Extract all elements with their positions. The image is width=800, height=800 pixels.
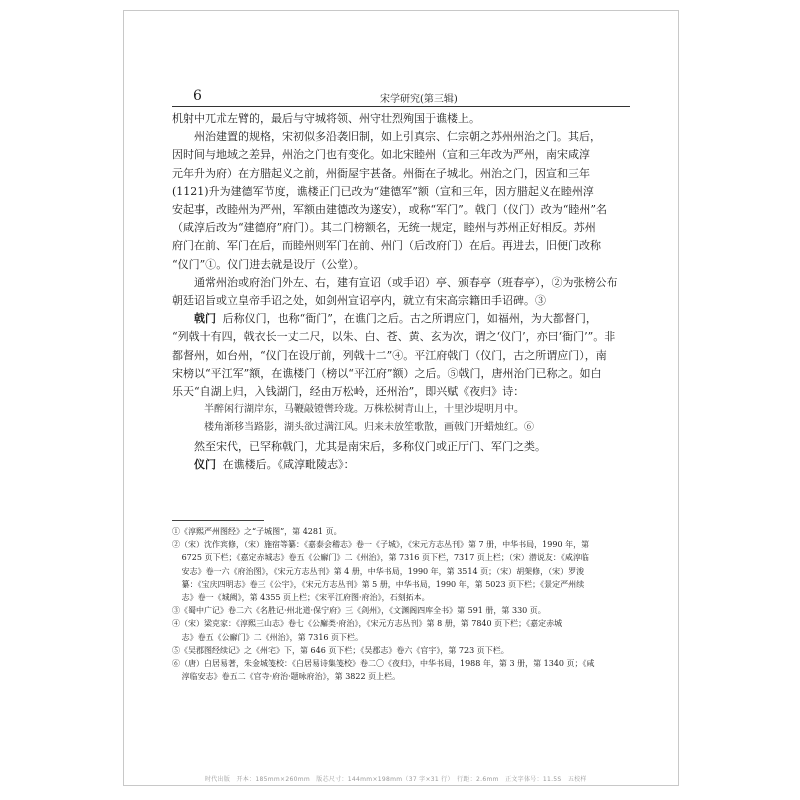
- body-line: 机射中兀朮左臂的，最后与守城将领、州守壮烈殉国于谯楼上。: [172, 112, 480, 125]
- running-head: 宋学研究(第三辑): [380, 94, 458, 105]
- body-line: 都督州，如台州，“仪门在设厅前，列戟十二”④。平江府戟门（仪门，古之所谓应门），南: [172, 348, 607, 362]
- term-ji-men: 戟门: [194, 312, 216, 326]
- body-line: 乐天“自湖上归，入钱湖门，经由万松岭，还州治”，即兴赋《夜归》诗：: [172, 385, 525, 399]
- body-line: 在谯楼后。《咸淳毗陵志》：: [222, 457, 355, 471]
- footnote-line: ⑥（唐）白居易著，朱金城笺校：《白居易诗集笺校》卷二〇《夜归》，中华书局，1988 年，第 3 册，第 1340 页；《咸: [172, 659, 595, 669]
- footnote-line: 纂：《宝庆四明志》卷三《公宇》，《宋元方志丛刊》第 5 册，中华书局，1990 年，第 5023 页下栏；《景定严州续: [181, 579, 585, 589]
- body-line: “仪门”①。仪门进去就是设厅（公堂）。: [172, 257, 365, 271]
- footnote-line: ④（宋）梁克家：《淳熙三山志》卷七《公廨类·府治》，《宋元方志丛刊》第 8 册，第 7840 页下栏；《嘉定赤城: [172, 619, 563, 629]
- body-text: [172, 110, 630, 474]
- body-line: （咸淳后改为“建德府”府门）。其二门榜额名，无统一规定，睦州与苏州正好相反。苏州: [172, 221, 596, 235]
- footnote-line: ①《淳熙严州图经》之“子城图”，第 4281 页。: [172, 527, 342, 536]
- footnote-line: 安志》卷一六《府治图》，《宋元方志丛刊》第 4 册，中华书局，1990 年，第 3514 页；（宋）胡架修，（宋）罗浚: [181, 566, 585, 576]
- footnote-rule: [172, 520, 264, 521]
- body-line: 朝廷诏旨或立皇帝手诏之处，如剑州宣诏亭内，就立有宋高宗籍田手诏碑。③: [172, 294, 546, 308]
- header-rule: [172, 106, 630, 107]
- body-line: 安起事，改睦州为严州，军额由建德改为遂安），或称“军门”。戟门（仪门）改为“睦州”名: [172, 203, 607, 217]
- yi-men-paragraph: [172, 456, 630, 474]
- body-line: 因时间与地域之差异，州治之门也有变化。如北宋睦州（宣和三年改为严州，南宋咸淳: [172, 148, 590, 162]
- footnotes: [172, 525, 632, 683]
- page-number: 6: [193, 88, 202, 104]
- poem-line: 楼角渐移当路影，湖头欲过满江风。归来未放笙歌散，画戟门开蜡烛红。⑥: [204, 422, 534, 434]
- footnote-line: ⑤《吴郡图经续记》之《州宅》下，第 646 页下栏；《吴郡志》卷六《官宇》，第 723 页下栏。: [172, 645, 509, 655]
- ji-men-paragraph: [172, 310, 630, 328]
- body-line: 宋榜以“平江军”额，在谯楼门（榜以“平江府”额）之后。⑤戟门，唐州治门已称之。如白: [172, 366, 602, 380]
- footnote-line: ②（宋）沈作宾修，（宋）施宿等纂：《嘉泰会稽志》卷一《子城》，《宋元方志丛刊》第 7 册，中华书局，1990 年，第: [172, 540, 590, 550]
- footnote-line: 淳临安志》卷五二《官寺·府治·题咏府治》，第 3822 页上栏。: [181, 672, 401, 682]
- body-line: 府门在前、军门在后，而睦州则军门在前、州门（后改府门）在后。再进去，旧便门改称: [172, 239, 601, 253]
- footnote-line: 志》卷五《公廨门》二《州治》，第 7316 页下栏。: [181, 632, 364, 642]
- footnote-line: 志》卷一《城阙》，第 4355 页上栏；《宋平江府图·府治》，石刻拓本。: [181, 593, 430, 603]
- print-imprint: 时代出版 开本：185mm×260mm 版芯尺寸：144mm×198mm（37 字×31 行） 行距：2.6mm 正文字体号：11.5S 五校样: [205, 776, 587, 783]
- term-yi-men: 仪门: [194, 457, 216, 471]
- body-line: (1121)升为建德军节度，谯楼正门已改为“建德军”额（宣和三年，因方腊起义在睦州淳: [172, 184, 594, 198]
- footnote-line: 6725 页下栏；《嘉定赤城志》卷五《公廨门》二《州治》，第 7316 页下栏，7317 页上栏；（宋）潜说友：《咸淳临: [181, 553, 589, 563]
- body-line: 然至宋代，已罕称戟门，尤其是南宋后，多称仪门或正厅门、军门之类。: [194, 439, 546, 453]
- body-line: 通常州治或府治门外左、右，建有宣诏（或手诏）亭、颁春亭（班春亭），②为张榜公布: [194, 275, 618, 289]
- body-line: “列戟十有四，戟衣长一丈二尺，以朱、白、苍、黄、玄为次，谓之‘仪门’，亦曰‘衙门’”。非: [172, 330, 616, 344]
- body-line: 州治建置的规格，宋初似多沿袭旧制，如上引真宗、仁宗朝之苏州州治之门。其后，: [194, 130, 601, 144]
- body-line: 元年升为府）在方腊起义之前，州衙屋宇甚备。州衙在子城北。州治之门，因宣和三年: [172, 166, 590, 180]
- poem-line: 半醉闲行湖岸东，马鞭敲镫辔玲珑。万株松树青山上，十里沙堤明月中。: [204, 404, 524, 416]
- body-line: 后称仪门，也称“衙门”，在谯门之后。古之所谓应门，如福州，为大都督门，: [222, 312, 597, 326]
- footnote-line: ③《蜀中广记》卷二六《名胜记·州北道·保宁府》三《剑州》，《文渊阁四库全书》第 591 册，第 330 页。: [172, 606, 546, 616]
